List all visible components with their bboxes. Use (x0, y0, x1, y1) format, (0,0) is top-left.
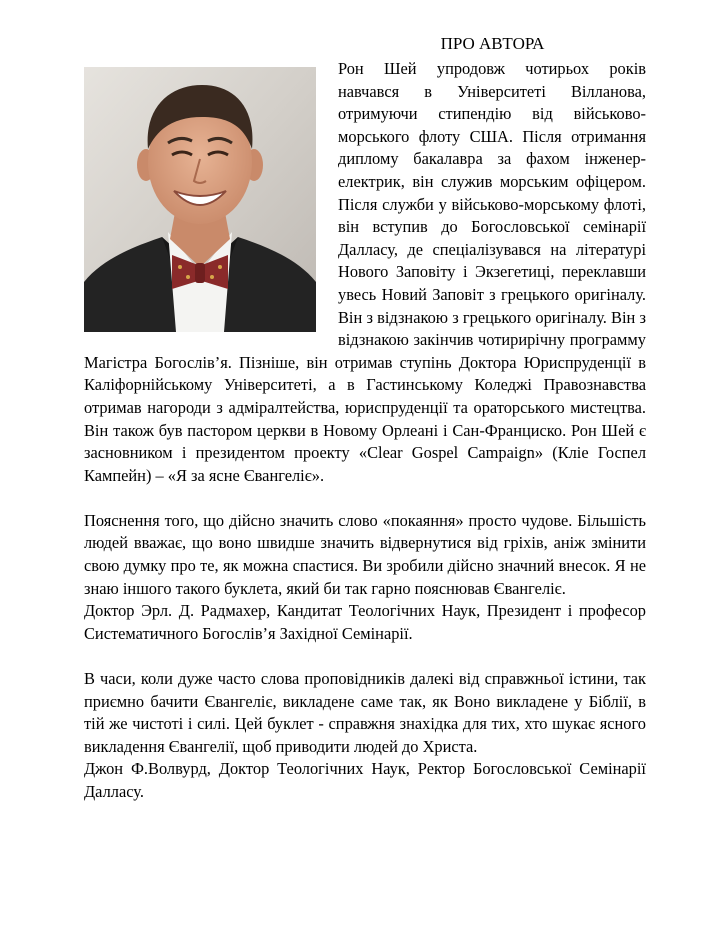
photo-wrap-space (84, 58, 338, 351)
testimonial-quote: Пояснення того, що дійсно значить слово «покаяння» просто чудове. Більшість людей вважає, що воно швидше значить відвернутися від гріхів, аніж змінити свою думку про те, як можна спастися. Ви зробили дійсно значний внесок. Я не знаю іншого такого буклета, який би так гарно пояснював Євангеліє. (84, 510, 646, 598)
testimonial-quote: В часи, коли дуже часто слова проповідників далекі від справжньої істини, так приємно бачити Євангеліє, викладене саме так, як Воно викладене у Біблії, в тій же чистоті і силі. Цей буклет - справжня знахідка для тих, хто шукає ясного викладення Євангелії, щоб приводити людей до Христа. (84, 669, 646, 756)
text-body (84, 58, 646, 804)
section-title: ПРО АВТОРА (440, 34, 545, 53)
paragraph-gap (84, 645, 646, 668)
paragraph-gap (84, 487, 646, 510)
testimonial-author: Доктор Эрл. Д. Радмахер, Кандитат Теологічних Наук, Президент і професор Систематичного Богослів’я Західної Семінарії. (84, 601, 646, 643)
testimonial-author: Джон Ф.Волвурд, Доктор Теологічних Наук, Ректор Богословської Семінарії Далласу. (84, 759, 646, 801)
author-bio: Рон Шей упродовж чотирьох років навчався в Університеті Вілланова, отримуючи стипендію від військово-морського флоту США. Після отримання диплому бакалавра за фахом інженер-електрик, він служив морським офіцером. Після служби у військово-морському флоті, він вступив до Богословської семінарії Далласу, де спеціалізувався на літературі Нового Заповіту і Экзегетиці, переклавши увесь Новий Заповіт з грецького оригіналу. Він з відзнакою з грецького оригіналу. Він з відзнакою закінчив чотирирічну программу Магістра Богослів’я. Пізніше, він отримав ступінь Доктора Юриспруденції в Каліфорнійському Університеті, а в Гастинському Коледжі Правознавства отримав нагороди з адміралтейства, юриспруденції та ораторського мистецтва. Він також був пастором церкви в Новому Орлеані і Сан-Франциско. Рон Шей є засновником і президентом проекту «Clear Gospel Campaign» (Кліе Госпел Кампейн) – «Я за ясне Євангеліє». (84, 59, 646, 485)
